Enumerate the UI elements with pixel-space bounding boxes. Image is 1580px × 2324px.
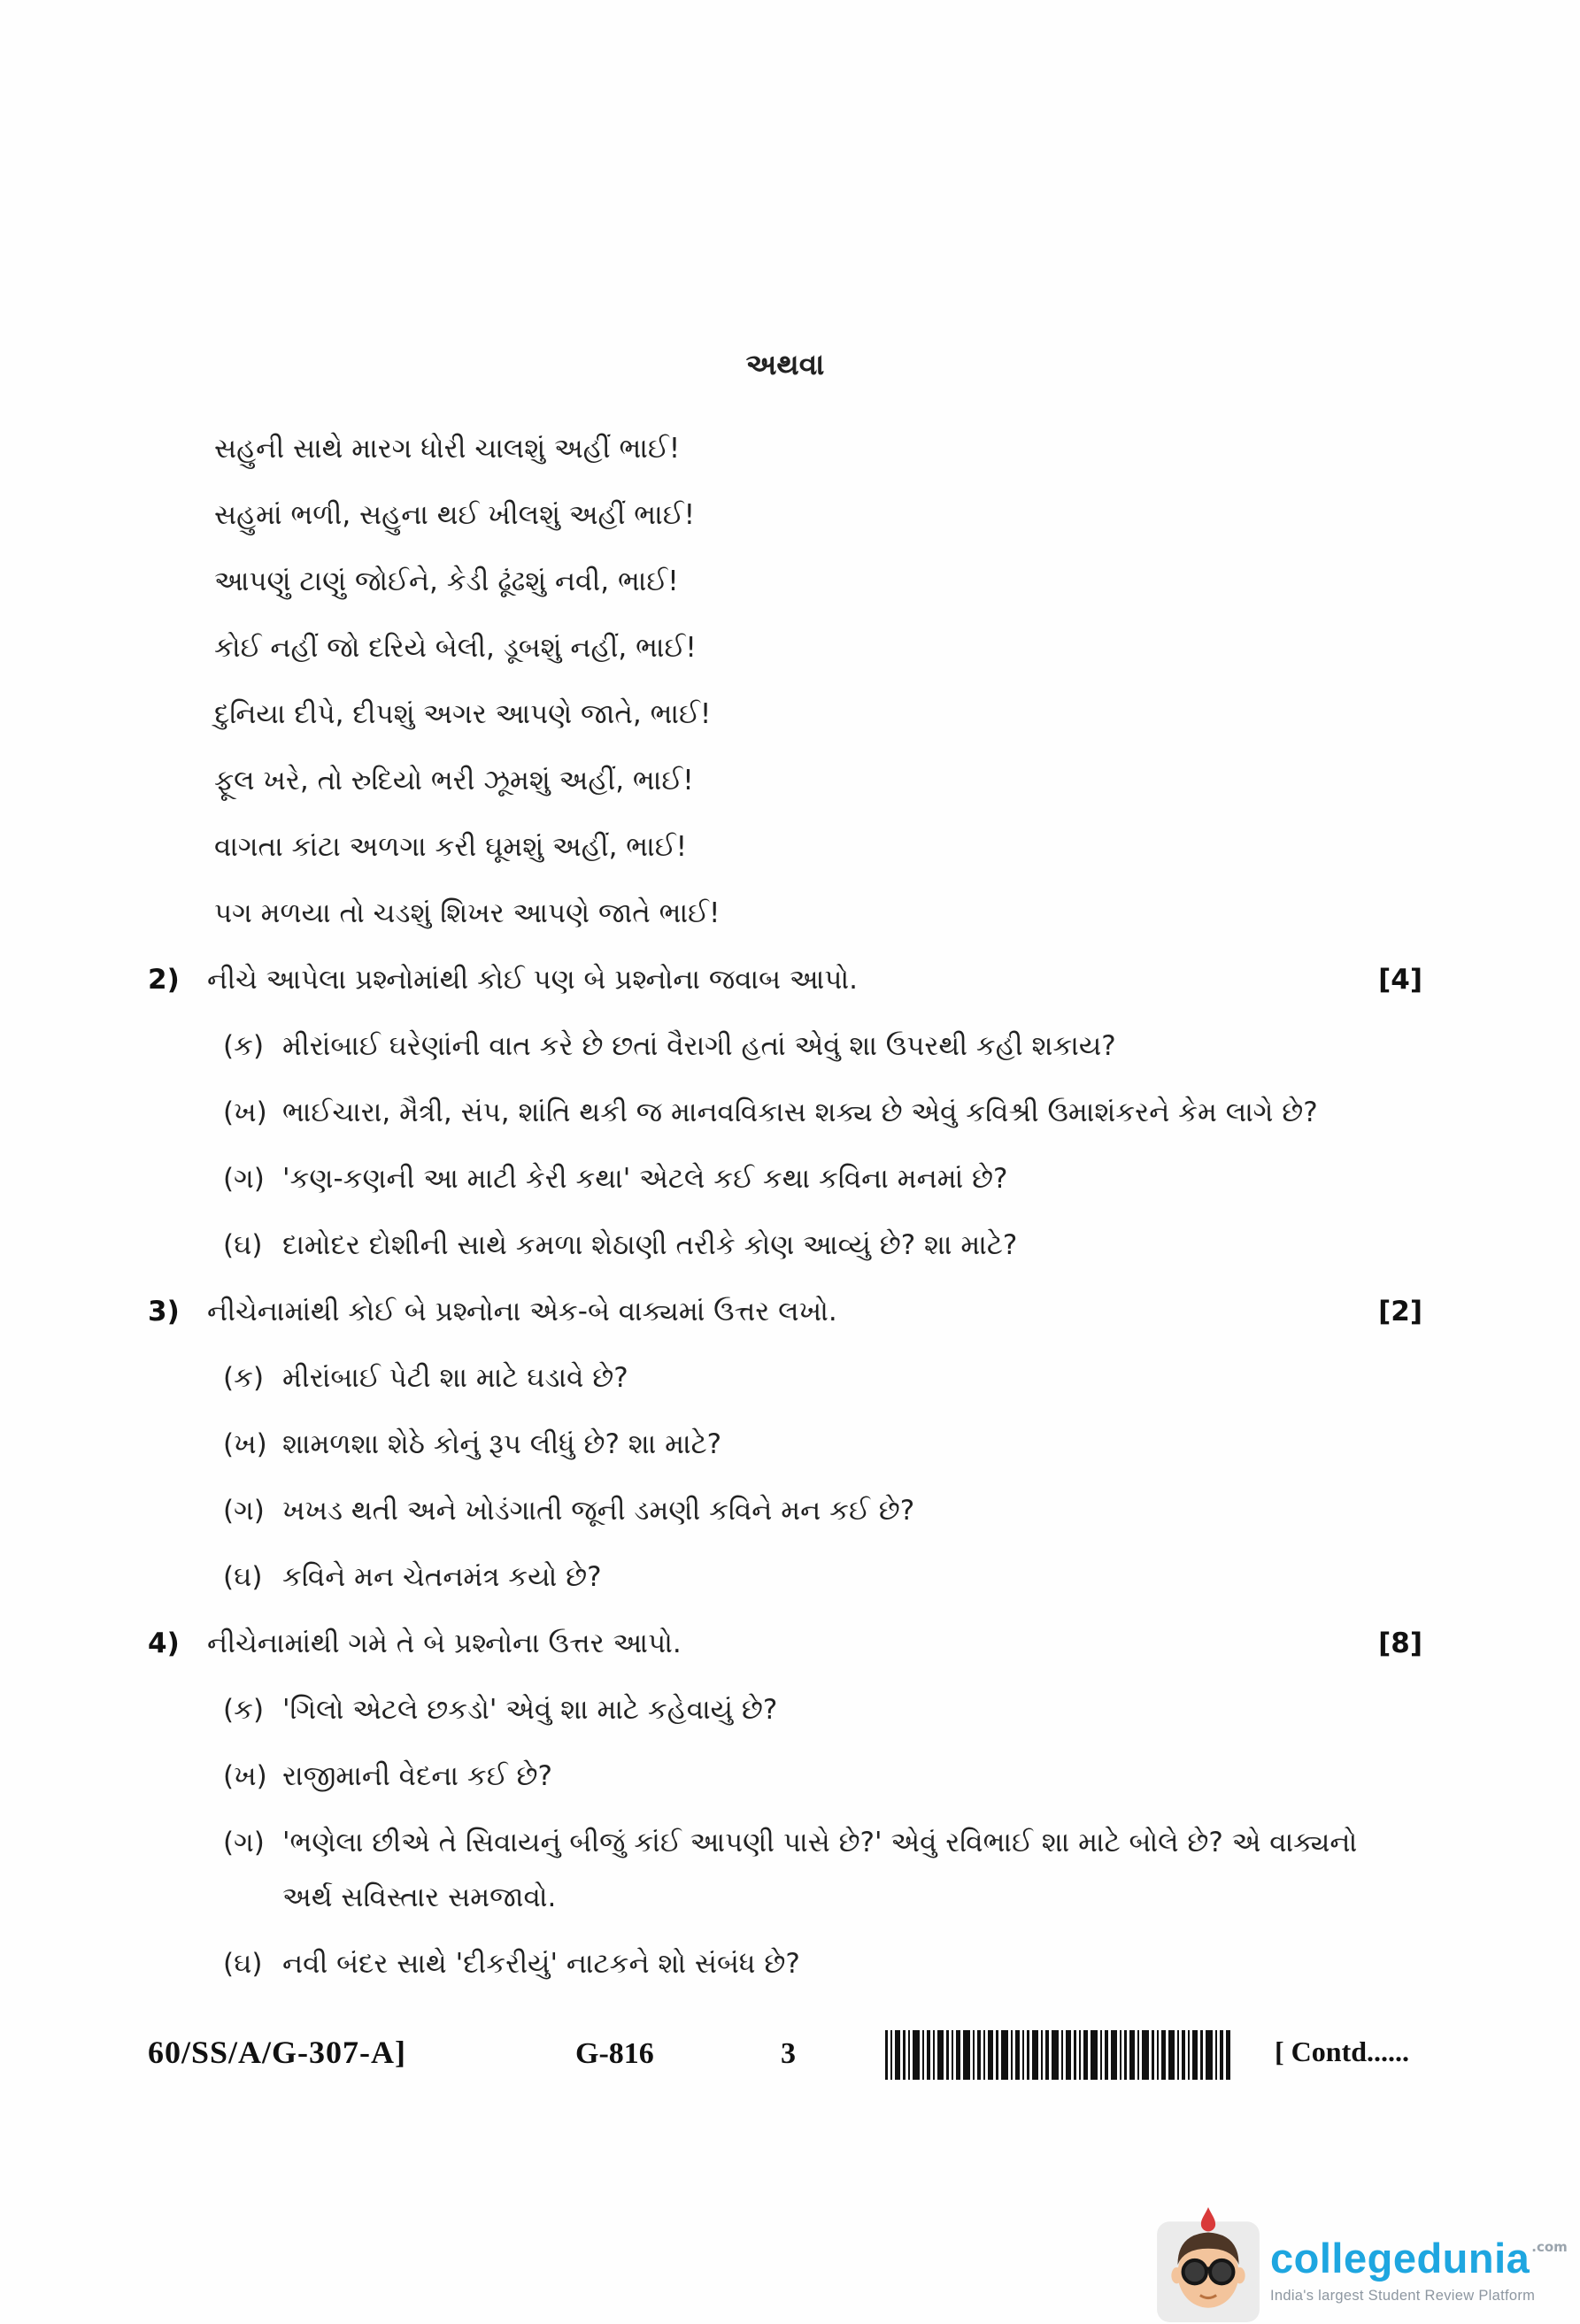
sub-question-label: (ક) (223, 1694, 265, 1726)
question-4-sub-d (223, 1936, 1422, 1991)
question-2-heading (148, 952, 1422, 1007)
question-2-sub-a (223, 1019, 1422, 1074)
question-text: નીચેનામાંથી ગમે તે બે પ્રશ્નોના ઉત્તર આપો. (207, 1628, 682, 1659)
contd-label: [ Contd...... (1275, 2035, 1410, 2067)
sub-question-text: કવિને મન ચેતનમંત્ર કયો છે? (282, 1561, 602, 1593)
poem-line: દુનિયા દીપે, દીપશું અગર આપણે જાતે, ભાઈ! (214, 698, 712, 730)
sub-question-label: (ગ) (223, 1163, 265, 1195)
question-number: 4) (148, 1628, 180, 1659)
brand-logo-text: collegedunia (1270, 2235, 1530, 2282)
brand-tagline: India's largest Student Review Platform (1270, 2288, 1536, 2304)
question-2-sub-c (223, 1151, 1422, 1206)
question-3-sub-d (223, 1550, 1422, 1604)
question-2-sub-d (223, 1218, 1422, 1273)
sub-question-text: નવી બંદર સાથે 'દીકરીયું' નાટકને શો સંબંધ છે? (282, 1948, 800, 1980)
page-content (148, 347, 1422, 2003)
exam-code: G-816 (575, 2037, 654, 2070)
sub-question-text: મીરાંબાઈ પેટી શા માટે ઘડાવે છે? (282, 1362, 628, 1394)
poem-line: ફૂલ ખરે, તો રુદિયો ભરી ઝૂમશું અહીં, ભાઈ! (214, 765, 694, 796)
page-footer (0, 2025, 1580, 2087)
sub-question-label: (ક) (223, 1362, 265, 1394)
poem-line: કોઈ નહીં જો દરિયે બેલી, ડૂબશું નહીં, ભાઈ! (214, 632, 697, 664)
brand-logo-suffix: .com (1531, 2239, 1568, 2255)
question-3-sub-a (223, 1351, 1422, 1405)
poem (214, 421, 1422, 941)
poem-line: સહુની સાથે મારગ ધોરી ચાલશું અહીં ભાઈ! (214, 433, 681, 465)
poem-line: પગ મળયા તો ચડશું શિખર આપણે જાતે ભાઈ! (214, 897, 721, 929)
question-marks: [8] (1378, 1628, 1422, 1659)
poem-line: વાગતા કાંટા અળગા કરી ઘૂમશું અહીં, ભાઈ! (214, 831, 688, 863)
sub-question-text: 'ગિલો એટલે છકડો' એવું શા માટે કહેવાયું છે? (282, 1694, 778, 1726)
question-4-heading (148, 1616, 1422, 1671)
question-4-sub-c (223, 1815, 1422, 1925)
question-4-sub-b (223, 1749, 1422, 1804)
sub-question-text: દામોદર દોશીની સાથે કમળા શેઠાણી તરીકે કોણ આવ્યું છે? શા માટે? (282, 1229, 1018, 1261)
sub-question-text: ભાઈચારા, મૈત્રી, સંપ, શાંતિ થકી જ માનવવિકાસ શક્ય છે એવું કવિશ્રી ઉમાશંકરને કેમ લાગે છે? (282, 1097, 1318, 1128)
barcode (885, 2030, 1230, 2080)
brand-text-block (1270, 2207, 1568, 2305)
collegedunia-branding (1155, 2207, 1568, 2322)
sub-question-label: (ખ) (223, 1097, 267, 1128)
question-2-sub-b (223, 1085, 1422, 1140)
sub-question-text: 'ભણેલા છીએ તે સિવાયનું બીજું કાંઈ આપણી પાસે છે?' એવું રવિભાઈ શા માટે બોલે છે? એ વાક્યનો અર્થ સવિસ્તાર સમજાવો. (282, 1827, 1358, 1913)
sub-question-label: (ગ) (223, 1495, 265, 1527)
question-4-sub-a (223, 1682, 1422, 1737)
sub-question-label: (ઘ) (223, 1229, 263, 1261)
sub-question-label: (ગ) (223, 1827, 265, 1858)
question-3-sub-b (223, 1417, 1422, 1472)
sub-question-label: (ક) (223, 1030, 265, 1062)
question-3-sub-c (223, 1483, 1422, 1538)
brand-logo-line (1270, 2234, 1568, 2282)
sub-question-text: મીરાંબાઈ ઘરેણાંની વાત કરે છે છતાં વૈરાગી હતાં એવું શા ઉપરથી કહી શકાય? (282, 1030, 1116, 1062)
mascot-icon (1155, 2207, 1261, 2322)
sub-question-text: શામળશા શેઠે કોનું રૂપ લીધું છે? શા માટે? (282, 1428, 722, 1460)
question-number: 2) (148, 964, 180, 996)
questions-section (148, 952, 1422, 1991)
sub-question-label: (ઘ) (223, 1948, 263, 1980)
sub-question-label: (ઘ) (223, 1561, 263, 1593)
question-text: નીચેનામાંથી કોઈ બે પ્રશ્નોના એક-બે વાક્યમાં ઉત્તર લખો. (207, 1296, 837, 1327)
sub-question-label: (ખ) (223, 1760, 267, 1792)
poem-line: આપણું ટાણું જોઈને, કેડી ઢૂંઢશું નવી, ભાઈ! (214, 566, 679, 597)
question-3-heading (148, 1284, 1422, 1339)
question-marks: [4] (1378, 964, 1422, 996)
sub-question-label: (ખ) (223, 1428, 267, 1460)
poem-line: સહુમાં ભળી, સહુના થઈ ખીલશું અહીં ભાઈ! (214, 499, 696, 531)
sub-question-text: 'કણ-કણની આ માટી કેરી કથા' એટલે કઈ કથા કવિના મનમાં છે? (282, 1163, 1008, 1195)
sub-question-text: રાજીમાની વેદના કઈ છે? (282, 1760, 552, 1792)
paper-code: 60/SS/A/G-307-A] (148, 2035, 407, 2070)
question-text: નીચે આપેલા પ્રશ્નોમાંથી કોઈ પણ બે પ્રશ્નોના જવાબ આપો. (207, 964, 859, 996)
sub-question-text: ખખડ થતી અને ખોડંગાતી જૂની ડમણી કવિને મન કઈ છે? (282, 1495, 915, 1527)
or-heading: અથવા (745, 347, 825, 381)
question-number: 3) (148, 1296, 180, 1327)
page-number: 3 (781, 2037, 796, 2070)
question-marks: [2] (1378, 1296, 1422, 1327)
